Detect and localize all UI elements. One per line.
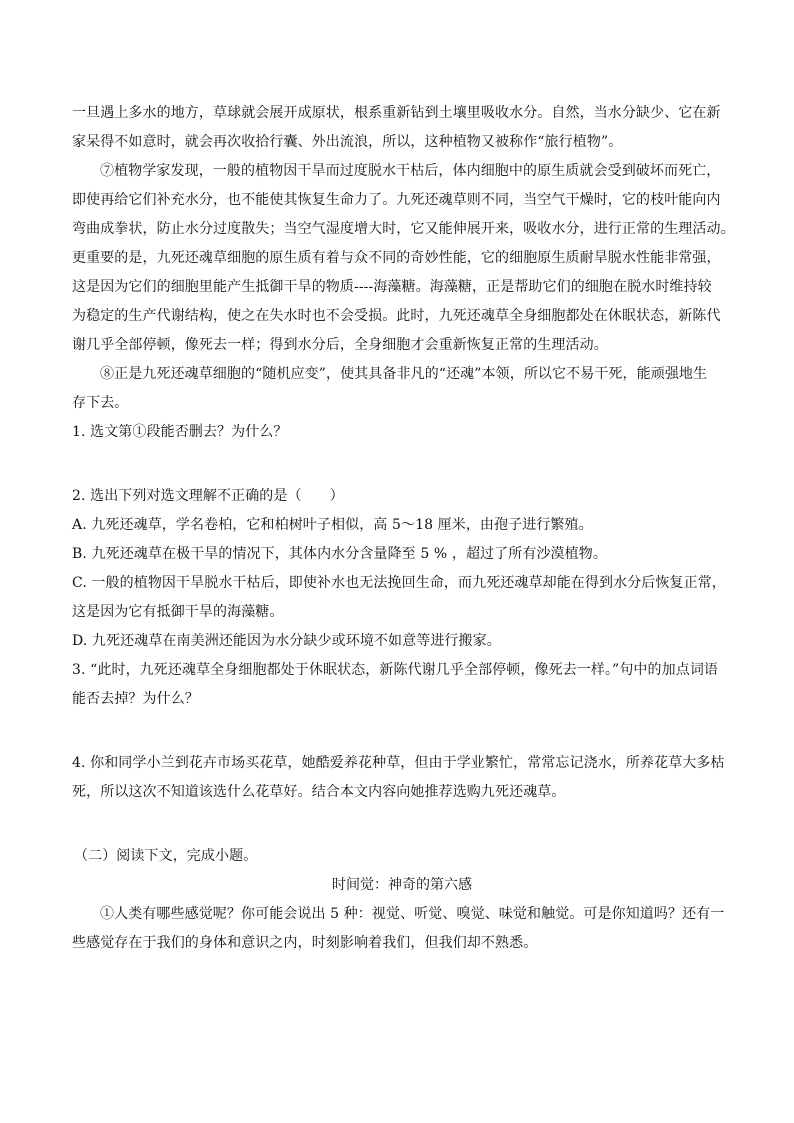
option-b: B. 九死还魂草在极干旱的情况下，其体内水分含量降至 5 % ，超过了所有沙漠植物。 [72,546,607,562]
option-c-continued: 这是因为它有抵御干旱的海藻糖。 [72,604,284,620]
question-3-line: 3. “此时，九死还魂草全身细胞都处于休眠状态，新陈代谢几乎全部停顿，像死去一样。”句中的加点词语 [72,662,719,678]
option-c: C. 一般的植物因干旱脱水干枯后，即使补水也无法挽回生命，而九死还魂草却能在得到水分后恢复正常， [72,575,726,591]
question-4-line: 死，所以这次不知道该选什么花草好。结合本文内容向她推荐选购九死还魂草。 [72,784,566,800]
question-3 [72,656,732,714]
paragraph-line: 即使再给它们补充水分，也不能使其恢复生命力了。九死还魂草则不同，当空气干燥时，它的枝叶能向内 [72,192,721,208]
paragraph-line: ⑦植物学家发现，一般的植物因干旱而过度脱水干枯后，体内细胞中的原生质就会受到破坏而死亡， [100,163,721,179]
paragraph-line: 一旦遇上多水的地方，草球就会展开成原状，根系重新钻到土壤里吸收水分。自然，当水分缺少、它在新 [72,105,721,121]
option-a: A. 九死还魂草，学名卷柏，它和柏树叶子相似，高 5～18 厘米，由孢子进行繁殖。 [72,517,593,533]
paragraph-line: 些感觉存在于我们的身体和意识之内，时刻影响着我们，但我们却不熟悉。 [72,935,538,951]
article-title: 时间觉：神奇的第六感 [332,877,472,893]
paragraph-8 [72,360,732,418]
paragraph-7 [72,157,735,360]
paragraph-line: 为稳定的生产代谢结构，使之在失水时也不会受损。此时，九死还魂草全身细胞都处在休眠状态，新陈代 [72,308,721,324]
question-4-line: 4. 你和同学小兰到花卉市场买花草，她酷爱养花种草，但由于学业繁忙，常常忘记浇水，所养花草大多枯 [72,755,725,771]
document-content [72,99,735,958]
question-4 [72,749,732,807]
option-d: D. 九死还魂草在南美洲还能因为水分缺少或环境不如意等进行搬家。 [72,633,501,649]
question-3-line: 能否去掉？为什么？ [72,691,199,707]
paragraph-line: ①人类有哪些感觉呢？你可能会说出 5 种：视觉、听觉、嗅觉、味觉和触觉。可是你知道吗？还有一 [100,906,725,922]
paragraph-line: ⑧正是九死还魂草细胞的“随机应变”，使其具备非凡的“还魂”本领，所以它不易干死，能顽强地生 [100,366,708,382]
paragraph-line: 家呆得不如意时，就会再次收拾行囊、外出流浪，所以，这种植物又被称作“旅行植物”。 [72,134,623,150]
question-2 [72,482,732,656]
answer-space [72,807,732,842]
paragraph-line: 这是因为它们的细胞里能产生抵御干旱的物质----海藻糖。海藻糖，正是帮助它们的细胞在脱水时维持较 [72,279,712,295]
paragraph-line: 更重要的是，九死还魂草细胞的原生质有着与众不同的奇妙性能，它的细胞原生质耐旱脱水性能非常强， [72,250,721,266]
paragraph-line: 存下去。 [72,395,129,411]
section-heading: （二）阅读下文，完成小题。 [74,848,258,864]
answer-space [72,714,732,749]
paragraph-line: 谢几乎全部停顿，像死去一样；得到水分后，全身细胞才会重新恢复正常的生理活动。 [72,337,608,353]
question-2-stem: 2. 选出下列对选文理解不正确的是（ ） [72,488,344,504]
question-1: 1. 选文第①段能否删去？为什么？ [72,424,288,440]
paragraph-line: 弯曲成拳状，防止水分过度散失；当空气湿度增大时，它又能伸展开来，吸收水分，进行正常的生理活动。 [72,221,735,237]
section-2 [72,842,732,958]
answer-space [72,447,732,482]
